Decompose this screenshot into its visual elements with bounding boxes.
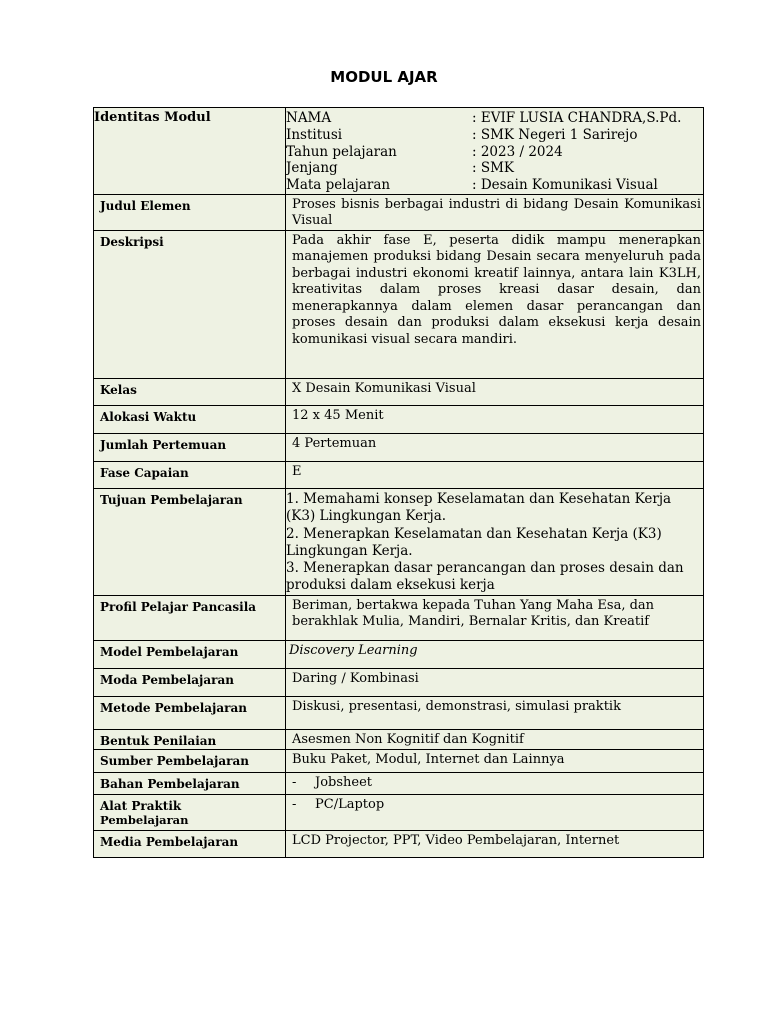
table-row <box>94 696 704 729</box>
table-row <box>94 461 704 488</box>
deskripsi-value: Pada akhir fase E, peserta didik mampu menerapkan manajemen produksi bidang Desain secara menyeluruh pada berbagai industri ekonomi kreatif lainnya, antara lain K3LH, kreativitas dalam proses kreasi dasar desain, dan menerapkannya dalam elemen dasar perancangan dan proses desain dan produksi dalam eksekusi kerja desain komunikasi visual secara mandiri. <box>286 230 704 378</box>
identitas-value: : EVIF LUSIA CHANDRA,S.Pd. <box>472 110 682 126</box>
media-value: LCD Projector, PPT, Video Pembelajaran, Internet <box>286 830 704 857</box>
modul-table <box>93 107 704 858</box>
identitas-key: Tahun pelajaran <box>286 143 397 160</box>
identitas-line <box>286 160 701 177</box>
moda-label: Moda Pembelajaran <box>94 668 286 696</box>
alat-label <box>94 794 286 830</box>
model-value: Discovery Learning <box>286 640 704 668</box>
identitas-key: NAMA <box>286 110 332 126</box>
table-row <box>94 194 704 230</box>
jumlah-pertemuan-label: Jumlah Pertemuan <box>94 433 286 461</box>
sumber-label: Sumber Pembelajaran <box>94 749 286 772</box>
bahan-item: Jobsheet <box>315 774 373 790</box>
identitas-key: Institusi <box>286 126 343 143</box>
identitas-value: : Desain Komunikasi Visual <box>472 177 658 194</box>
table-row <box>94 230 704 378</box>
identitas-value: : 2023 / 2024 <box>472 143 563 160</box>
alat-label-line1: Alat Praktik <box>100 798 182 813</box>
fase-capaian-value: E <box>286 461 704 488</box>
media-label: Media Pembelajaran <box>94 830 286 857</box>
deskripsi-label: Deskripsi <box>94 230 286 378</box>
bahan-value <box>286 772 704 794</box>
table-row <box>94 378 704 405</box>
table-row <box>94 433 704 461</box>
metode-label: Metode Pembelajaran <box>94 696 286 729</box>
profil-value: Beriman, bertakwa kepada Tuhan Yang Maha Esa, dan berakhlak Mulia, Mandiri, Bernalar Kritis, dan Kreatif <box>286 595 704 640</box>
table-row <box>94 729 704 749</box>
alat-item: PC/Laptop <box>315 796 385 812</box>
fase-capaian-label: Fase Capaian <box>94 461 286 488</box>
identitas-key: Jenjang <box>286 160 338 177</box>
table-row <box>94 794 704 830</box>
sumber-value: Buku Paket, Modul, Internet dan Lainnya <box>286 749 704 772</box>
moda-value: Daring / Kombinasi <box>286 668 704 696</box>
identitas-key: Mata pelajaran <box>286 177 391 194</box>
bentuk-penilaian-value: Asesmen Non Kognitif dan Kognitif <box>286 729 704 749</box>
kelas-value: X Desain Komunikasi Visual <box>286 378 704 405</box>
identitas-line <box>286 127 701 144</box>
alat-value <box>286 794 704 830</box>
identitas-value: : SMK <box>472 160 514 177</box>
identitas-details <box>286 108 704 195</box>
profil-label: Profil Pelajar Pancasila <box>94 595 286 640</box>
jumlah-pertemuan-value: 4 Pertemuan <box>286 433 704 461</box>
tujuan-item: 2. Menerapkan Keselamatan dan Kesehatan Kerja (K3) Lingkungan Kerja. <box>286 525 662 559</box>
model-label: Model Pembelajaran <box>94 640 286 668</box>
table-row <box>94 108 704 195</box>
bentuk-penilaian-label: Bentuk Penilaian <box>94 729 286 749</box>
metode-value: Diskusi, presentasi, demonstrasi, simulasi praktik <box>286 696 704 729</box>
table-row <box>94 772 704 794</box>
table-row <box>94 830 704 857</box>
identitas-line <box>286 110 701 127</box>
bahan-label: Bahan Pembelajaran <box>94 772 286 794</box>
table-row <box>94 405 704 433</box>
alokasi-waktu-value: 12 x 45 Menit <box>286 405 704 433</box>
identitas-value: : SMK Negeri 1 Sarirejo <box>472 126 638 143</box>
alokasi-waktu-label: Alokasi Waktu <box>94 405 286 433</box>
bullet-dash: - <box>292 796 297 812</box>
kelas-label: Kelas <box>94 378 286 405</box>
tujuan-value <box>286 488 704 595</box>
table-row <box>94 595 704 640</box>
identitas-label: Identitas Modul <box>94 108 286 195</box>
identitas-line <box>286 177 701 194</box>
table-row <box>94 668 704 696</box>
tujuan-item: 1. Memahami konsep Keselamatan dan Kesehatan Kerja (K3) Lingkungan Kerja. <box>286 490 672 525</box>
table-row <box>94 488 704 595</box>
table-row <box>94 749 704 772</box>
document-title: MODUL AJAR <box>330 68 438 86</box>
tujuan-label: Tujuan Pembelajaran <box>94 488 286 595</box>
judul-elemen-value: Proses bisnis berbagai industri di bidang Desain Komunikasi Visual <box>286 194 704 230</box>
identitas-line <box>286 144 701 161</box>
judul-elemen-label: Judul Elemen <box>94 194 286 230</box>
alat-label-line2: Pembelajaran <box>100 812 189 827</box>
bullet-dash: - <box>292 774 297 790</box>
tujuan-item: 3. Menerapkan dasar perancangan dan proses desain dan produksi dalam eksekusi kerja <box>286 560 684 594</box>
table-row <box>94 640 704 668</box>
